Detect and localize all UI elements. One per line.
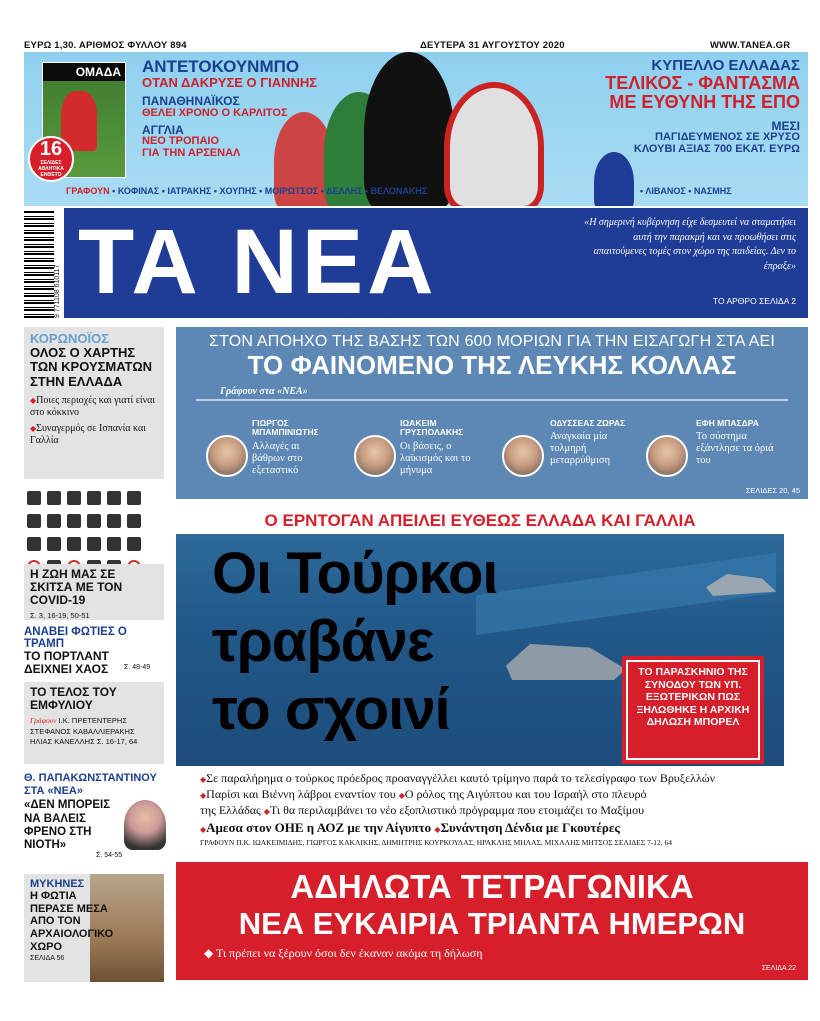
writer-text-4: Το σύστημα εξάντλησε τα όριά του bbox=[696, 431, 774, 467]
author-photo bbox=[124, 800, 166, 850]
logo[interactable]: ΤΑ ΝΕΑ bbox=[78, 211, 438, 313]
giannis-subhead: ΟΤΑΝ ΔΑΚΡΥΣΕ Ο ΓΙΑΝΝΗΣ bbox=[142, 74, 318, 90]
editorial-quote: «Η σημερινή κυβέρνηση είχε δεσμευτεί να σταματήσει αυτή την παρακμή και να προωθήσει στις απαιτούμενες τομές στον χώρο της παιδείας. Δεν το έπραξε» bbox=[584, 217, 796, 272]
lead-point-4: ◆ Αμεσα στον ΟΗΕ η ΑΟΖ με την Αίγυπτο bbox=[200, 820, 431, 835]
icon-7 bbox=[27, 514, 41, 528]
lead-credits: ΓΡΑΦΟΥΝ Π.Κ. ΙΩΑΚΕΙΜΙΔΗΣ, ΓΙΩΡΓΟΣ ΚΑΚΛΙΚΗΣ, ΔΗΜΗΤΡΗΣ ΚΟΥΡΚΟΥΛΑΣ, ΗΡΑΚΛΗΣ ΜΗΛΑΣ, ΜΙΧΑΛΗΣ ΜΗΤΣΟΣ ΣΕΛΙΔΕΣ 7-12, 64 bbox=[200, 838, 672, 848]
player-olympiacos-icon bbox=[444, 82, 544, 206]
trump-title: ΤΟ ΠΟΡΤΛΑΝΤ ΔΕΙΧΝΕΙ ΧΑΟΣ bbox=[24, 649, 109, 677]
writer-name-4: ΕΦΗ ΜΠΑΣΔΡΑ bbox=[696, 418, 759, 428]
property-sub: ◆ Τι πρέπει να ξέρουν όσοι δεν έκαναν ακόμα τη δήλωση bbox=[204, 946, 483, 960]
covid-box[interactable] bbox=[24, 327, 164, 479]
civil-war-box[interactable] bbox=[24, 682, 164, 764]
editorial-ref[interactable]: ΤΟ ΑΡΘΡΟ ΣΕΛΙΔΑ 2 bbox=[712, 296, 796, 306]
covid-title: ΟΛΟΣ Ο ΧΑΡΤΗΣ ΤΩΝ ΚΡΟΥΣΜΑΤΩΝ ΣΤΗΝ ΕΛΛΑΔΑ bbox=[30, 345, 153, 389]
icon-15 bbox=[67, 537, 81, 551]
trump-box[interactable] bbox=[24, 626, 164, 676]
civil-war-writers-label: Γράφουν bbox=[30, 716, 57, 726]
lead-headline[interactable]: Οι Τούρκοι τραβάνε το σχοινί bbox=[212, 541, 498, 742]
bylines: ΓΡΑΦΟΥΝ • ΚΟΦΙΝΑΣ • ΙΑΤΡΑΚΗΣ • ΧΟΥΠΗΣ • ΜΟΙΡΩΤΣΟΣ • ΔΕΛΛΗΣ • ΒΕΛΟΝΑΚΗΣ bbox=[66, 186, 428, 196]
lead-point-2: ◆ Παρίσι και Βιέννη λάβροι εναντίον του bbox=[200, 787, 396, 801]
civil-war-title: ΤΟ ΤΕΛΟΣ ΤΟΥ ΕΜΦΥΛΙΟΥ bbox=[30, 685, 117, 713]
icon-4 bbox=[87, 491, 101, 505]
lead-point-1: ◆ Σε παραλήρημα ο τούρκος πρόεδρος προαναγγέλλει καυτό τρίμηνο παρά το τελεσίγραφο των Βρυξελλών bbox=[200, 770, 808, 786]
issue-date: ΔΕΥΤΕΡΑ 31 ΑΥΓΟΥΣΤΟΥ 2020 bbox=[420, 40, 565, 51]
papakonstantinou-kicker: Θ. ΠΑΠΑΚΩΝΣΤΑΝΤΙΝΟΥ ΣΤΑ «ΝΕΑ» bbox=[24, 772, 157, 797]
england-headline[interactable]: ΑΓΓΛΙΑ bbox=[142, 122, 184, 137]
civil-war-pages: Σ. 16-17, 64 bbox=[96, 737, 138, 747]
masthead bbox=[64, 208, 808, 318]
writer-text-1: Αλλαγές αι βάθρων στο εξεταστικό bbox=[252, 440, 303, 476]
writer-name-3: ΟΔΥΣΣΕΑΣ ΖΩΡΑΣ bbox=[550, 418, 626, 428]
education-pages: ΣΕΛΙΔΕΣ 20, 45 bbox=[745, 486, 800, 495]
education-panel[interactable] bbox=[176, 327, 808, 499]
messi-subhead: ΠΑΓΙΔΕΥΜΕΝΟΣ ΣΕ ΧΡΥΣΟ bbox=[655, 131, 800, 144]
player-antetokounmpo-icon bbox=[364, 52, 454, 206]
bylines-right: • ΛΙΒΑΝΟΣ • ΝΑΣΜΗΣ bbox=[640, 186, 732, 196]
writer-photo-1 bbox=[206, 435, 248, 477]
barcode bbox=[24, 210, 54, 318]
writer-photo-4 bbox=[646, 435, 688, 477]
magazine-label: ΟΜΑΔΑ bbox=[43, 63, 125, 81]
pages-badge: 16 ΣΕΛΙΔΕΣ ΑΘΛΗΤΙΚΑ ΕΝΘΕΤΟ bbox=[28, 136, 74, 182]
pao-subhead: ΘΕΛΕΙ ΧΡΟΝΟ Ο ΚΑΡΛΙΤΟΣ bbox=[142, 107, 288, 120]
icon-16 bbox=[87, 537, 101, 551]
website-link[interactable]: WWW.TANEA.GR bbox=[710, 40, 791, 51]
property-box[interactable] bbox=[176, 862, 808, 980]
england-subhead-2: ΓΙΑ ΤΗΝ ΑΡΣΕΝΑΛ bbox=[142, 146, 241, 159]
cup-subhead-2: ΜΕ ΕΥΘΥΝΗ ΤΗΣ ΕΠΟ bbox=[609, 91, 800, 112]
covid-item-2: ◆ Συναγερμός σε Ισπανία και Γαλλία bbox=[30, 423, 158, 447]
trump-pages: Σ. 48-49 bbox=[124, 664, 151, 671]
mykines-kicker: ΜΥΚΗΝΕΣ bbox=[30, 878, 85, 890]
sports-banner bbox=[24, 52, 808, 206]
mykines-box[interactable] bbox=[24, 874, 164, 982]
price-issue: ΕΥΡΩ 1,30. ΑΡΙΘΜΟΣ ΦΥΛΛΟΥ 894 bbox=[24, 40, 187, 51]
lead-kicker: Ο ΕΡΝΤΟΓΑΝ ΑΠΕΙΛΕΙ ΕΥΘΕΩΣ ΕΛΛΑΔΑ ΚΑΙ ΓΑΛΛΙΑ bbox=[264, 511, 696, 530]
writer-text-3: Αναγκαία μία τολμηρή μεταρρύθμιση bbox=[550, 431, 611, 467]
lead-point-2b: ◆ Ο ρόλος της Αιγύπτου και του Ισραήλ στο πλευρό bbox=[399, 787, 647, 801]
icon-9 bbox=[67, 514, 81, 528]
icon-5 bbox=[107, 491, 121, 505]
summit-box[interactable] bbox=[622, 656, 764, 764]
trump-kicker: ΑΝΑΒΕΙ ΦΩΤΙΕΣ Ο ΤΡΑΜΠ bbox=[24, 626, 127, 650]
mykines-title: Η ΦΩΤΙΑ ΠΕΡΑΣΕ ΜΕΣΑ ΑΠΟ ΤΟΝ ΑΡΧΑΙΟΛΟΓΙΚΟ ΧΩΡΟ bbox=[30, 890, 114, 953]
icon-3 bbox=[67, 491, 81, 505]
papakonstantinou-box[interactable] bbox=[24, 772, 164, 859]
lead-point-3b: ◆ Τι θα περιλαμβάνει το νέο εξοπλιστικό πρόγραμμα που ετοιμάζει το Μαξίμου bbox=[264, 803, 644, 817]
summit-text: ΤΟ ΠΑΡΑΣΚΗΝΙΟ ΤΗΣ ΣΥΝΟΔΟΥ ΤΩΝ ΥΠ. ΕΞΩΤΕΡΙΚΩΝ ΠΩΣ ΞΗΛΩΘΗΚΕ Η ΑΡΧΙΚΗ ΔΗΛΩΣΗ ΜΠΟΡΕΛ bbox=[626, 660, 760, 760]
icon-8 bbox=[47, 514, 61, 528]
divider bbox=[196, 399, 788, 401]
mykines-pages: ΣΕΛΙΔΑ 56 bbox=[30, 955, 65, 963]
icon-17 bbox=[107, 537, 121, 551]
messi-subhead-2: ΚΛΟΥΒΙ ΑΞΙΑΣ 700 ΕΚΑΤ. ΕΥΡΩ bbox=[633, 142, 800, 155]
lead-point-3: της Ελλάδας bbox=[200, 803, 261, 818]
sidebar bbox=[24, 327, 164, 479]
writer-photo-3 bbox=[502, 435, 544, 477]
cup-subhead: ΤΕΛΙΚΟΣ - ΦΑΝΤΑΣΜΑ bbox=[605, 72, 800, 93]
covid-life-box[interactable] bbox=[24, 564, 164, 620]
warship-icon bbox=[506, 644, 626, 680]
barcode-digits: 9 771108 610117 bbox=[54, 264, 61, 318]
messi-headline[interactable]: ΜΕΣΙ bbox=[771, 118, 800, 133]
civil-war-writers: Ι.Κ. ΠΡΕΤΕΝΤΕΡΗΣ ΣΤΕΦΑΝΟΣ ΚΑΒΑΛΛΙΕΡΑΚΗΣ ΗΛΙΑΣ ΚΑΝΕΛΛΗΣ bbox=[30, 716, 135, 747]
icon-18 bbox=[127, 537, 141, 551]
property-pages: ΣΕΛΙΔΑ 22 bbox=[761, 965, 796, 972]
writer-name-1: ΓΙΩΡΓΟΣ ΜΠΑΜΠΙΝΙΩΤΗΣ bbox=[252, 418, 319, 438]
education-writers-label: Γράφουν στα «ΝΕΑ» bbox=[220, 385, 308, 397]
property-title-1: ΑΔΗΛΩΤΑ ΤΕΤΡΑΓΩΝΙΚΑ bbox=[290, 868, 694, 905]
papakonstantinou-title: «ΔΕΝ ΜΠΟΡΕΙΣ ΝΑ ΒΑΛΕΙΣ ΦΡΕΝΟ ΣΤΗ ΝΙΟΤΗ» bbox=[24, 799, 111, 851]
icon-2 bbox=[47, 491, 61, 505]
player-messi-icon bbox=[594, 152, 634, 206]
property-title-2: ΝΕΑ ΕΥΚΑΙΡΙΑ ΤΡΙΑΝΤΑ ΗΜΕΡΩΝ bbox=[238, 906, 746, 941]
writer-text-2: Οι βάσεις, ο λαϊκισμός και το μήνυμα bbox=[400, 440, 471, 476]
lead-points bbox=[200, 770, 808, 847]
covid-kicker: ΚΟΡΩΝΟΪΟΣ bbox=[30, 331, 110, 346]
icon-1 bbox=[27, 491, 41, 505]
writer-photo-2 bbox=[354, 435, 396, 477]
icon-10 bbox=[87, 514, 101, 528]
education-title: ΤΟ ΦΑΙΝΟΜΕΝΟ ΤΗΣ ΛΕΥΚΗΣ ΚΟΛΛΑΣ bbox=[247, 350, 737, 380]
icon-12 bbox=[127, 514, 141, 528]
lead-point-4b: ◆ Συνάντηση Δένδια με Γκουτέρες bbox=[434, 820, 620, 835]
writer-name-2: ΙΩΑΚΕΙΜ ΓΡΥΣΠΟΛΑΚΗΣ bbox=[400, 418, 464, 438]
icon-11 bbox=[107, 514, 121, 528]
covid-life-title: Η ΖΩΗ ΜΑΣ ΣΕ ΣΚΙΤΣΑ ΜΕ ΤΟΝ COVID-19 bbox=[30, 567, 123, 608]
icon-13 bbox=[27, 537, 41, 551]
icon-6 bbox=[127, 491, 141, 505]
giannis-headline[interactable]: ΑΝΤΕΤΟΚΟΥΝΜΠΟ bbox=[142, 57, 300, 76]
education-kicker: ΣΤΟΝ ΑΠΟΗΧΟ ΤΗΣ ΒΑΣΗΣ ΤΩΝ 600 ΜΟΡΙΩΝ ΓΙΑ ΤΗΝ ΕΙΣΑΓΩΓΗ ΣΤΑ ΑΕΙ bbox=[209, 333, 775, 350]
icon-14 bbox=[47, 537, 61, 551]
covid-life-pages: Σ. 3, 16-19, 50-51 bbox=[30, 610, 90, 620]
cup-headline[interactable]: ΚΥΠΕΛΛΟ ΕΛΛΑΔΑΣ bbox=[651, 57, 800, 74]
england-subhead: ΝΕΟ ΤΡΟΠΑΙΟ bbox=[142, 135, 220, 148]
covid-item-1: ◆ Ποιες περιοχές και γιατί είναι στο κόκκινο bbox=[30, 395, 158, 419]
papakonstantinou-pages: Σ. 54-55 bbox=[96, 852, 123, 859]
pao-headline[interactable]: ΠΑΝΑΘΗΝΑΪΚΟΣ bbox=[142, 94, 240, 109]
